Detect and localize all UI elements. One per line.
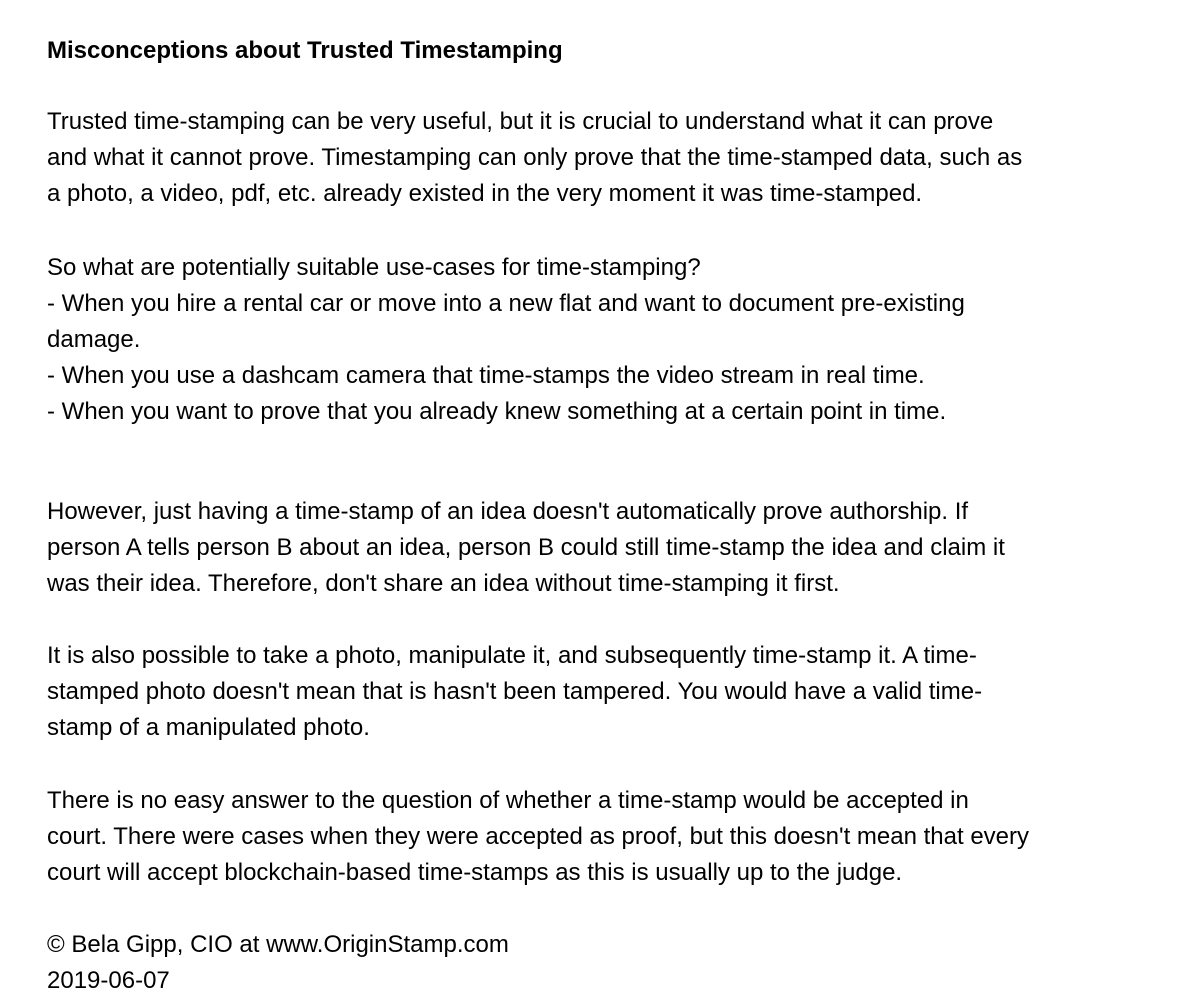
text-line: There is no easy answer to the question of whether a time-stamp would be accepted in [47,787,969,814]
paragraph-what-timestamping-proves [47,104,1022,212]
text-line: stamp of a manipulated photo. [47,714,370,741]
paragraph-authorship [47,494,1005,602]
document-footer [47,927,509,999]
text-line: was their idea. Therefore, don't share an idea without time-stamping it first. [47,570,840,597]
document [47,34,1177,994]
text-line: and what it cannot prove. Timestamping can only prove that the time-stamped data, such as [47,144,1023,171]
text-line: It is also possible to take a photo, manipulate it, and subsequently time-stamp it. A time- [47,642,977,669]
text-line: court. There were cases when they were accepted as proof, but this doesn't mean that every [47,823,1030,850]
list-item: - When you want to prove that you already knew something at a certain point in time. [47,398,947,425]
text-line: Trusted time-stamping can be very useful, but it is crucial to understand what it can prove [47,108,994,135]
text-line: damage. [47,326,141,353]
paragraph-manipulation [47,638,982,746]
list-item: - When you use a dashcam camera that time-stamps the video stream in real time. [47,362,925,389]
copyright-notice: © Bela Gipp, CIO at www.OriginStamp.com [47,931,509,958]
text-line: court will accept blockchain-based time-stamps as this is usually up to the judge. [47,859,903,886]
document-date: 2019-06-07 [47,967,170,994]
text-line: person A tells person B about an idea, person B could still time-stamp the idea and claim it [47,534,1005,561]
document-title: Misconceptions about Trusted Timestamping [47,37,563,64]
paragraph-use-cases [47,250,965,430]
paragraph-court-acceptance [47,783,1029,891]
text-line: a photo, a video, pdf, etc. already existed in the very moment it was time-stamped. [47,180,923,207]
list-item: - When you hire a rental car or move into a new flat and want to document pre-existing [47,290,965,317]
text-line: However, just having a time-stamp of an idea doesn't automatically prove authorship. If [47,498,969,525]
text-line: stamped photo doesn't mean that is hasn't been tampered. You would have a valid time- [47,678,983,705]
text-line: So what are potentially suitable use-cases for time-stamping? [47,254,701,281]
